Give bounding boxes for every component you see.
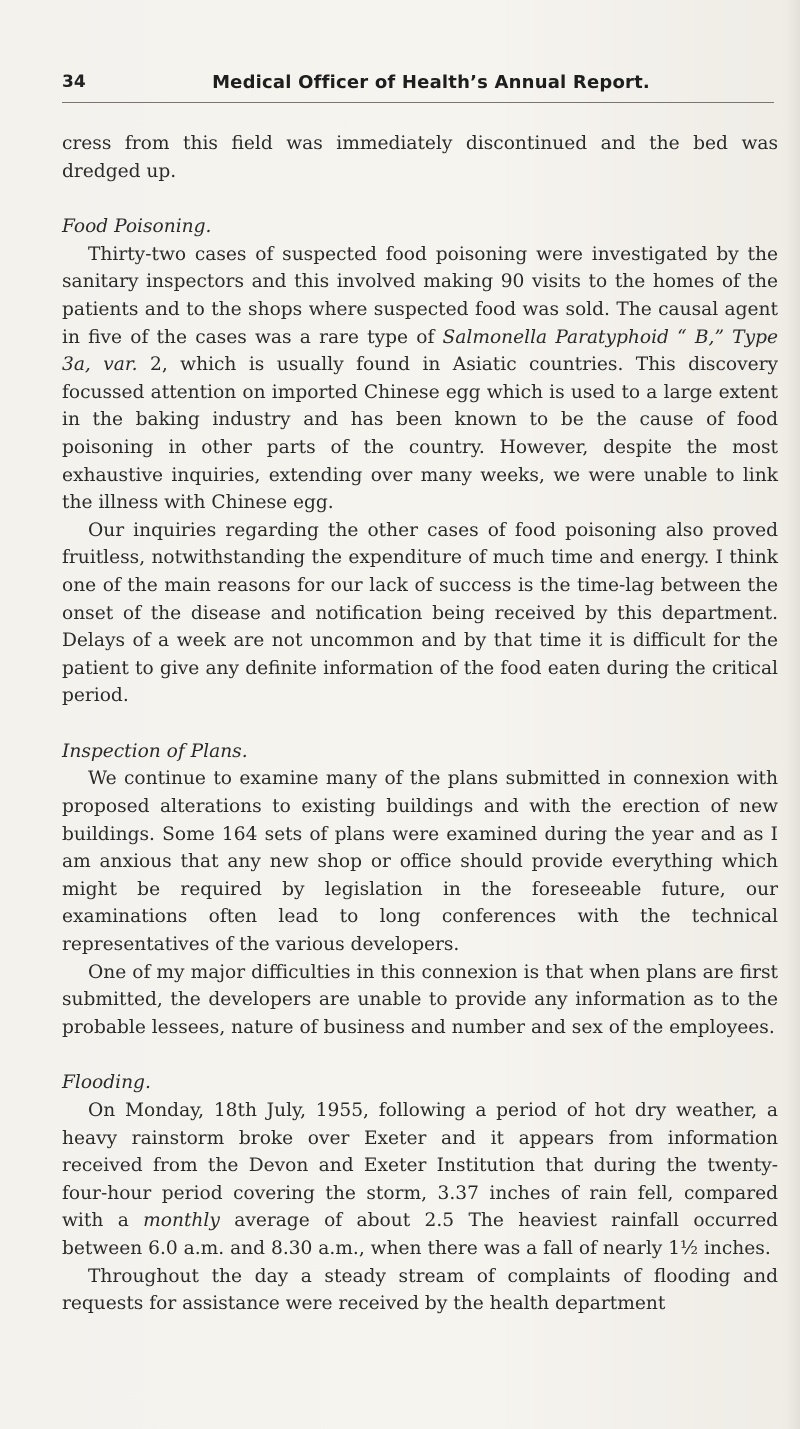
food-poisoning-p1-text-b: 2, which is usually found in Asiatic countries. This discovery focussed attention on imported Chinese egg which is used to a large extent in the baking industry and has been known to be the cause of food poisoning in other parts of the country. However, despite the most exhaustive inquiries, extending over many weeks, we were unable to link the illness with Chinese egg.	[62, 354, 778, 514]
flooding-p1-text-b: average of about 2.5 The heaviest rainfall occurred between 6.0 a.m. and 8.30 a.m., when there was a fall of nearly 1½ inches.	[62, 1210, 778, 1259]
page-number: 34	[62, 72, 86, 92]
food-poisoning-paragraph-1	[62, 241, 778, 517]
page-header	[62, 66, 774, 106]
header-rule	[62, 102, 774, 103]
food-poisoning-p1-text-a: Thirty-two cases of suspected food poisoning were investigated by the sanitary inspectors and this involved making 90 visits to the homes of the patients and to the shops where suspected food was sold. The causal agent in five of the cases was a rare type of	[62, 243, 778, 348]
salmonella-type-italic: Salmonella Paratyphoid “ B,” Type 3a, var.	[62, 326, 778, 376]
running-title: Medical Officer of Health’s Annual Report.	[212, 72, 650, 93]
section-gap	[62, 185, 778, 213]
inspection-paragraph-1: We continue to examine many of the plans submitted in connexion with proposed alterations to existing buildings and with the erection of new buildings. Some 164 sets of plans were examined during the year and as I am anxious that any new shop or office should provide everything which might be required by legislation in the foreseeable future, our examinations often lead to long conferences with the technical representatives of the various developers.	[62, 768, 778, 956]
body-text	[62, 130, 778, 1318]
inspection-paragraph-2: One of my major difficulties in this connexion is that when plans are first submitted, the developers are unable to provide any information as to the probable lessees, nature of business and number and sex of the employees.	[62, 961, 778, 1038]
monthly-italic: monthly	[143, 1210, 220, 1232]
section-gap	[62, 710, 778, 738]
heading-inspection-of-plans: Inspection of Plans.	[62, 740, 248, 762]
flooding-paragraph-1	[62, 1097, 778, 1263]
flooding-paragraph-2: Throughout the day a steady stream of complaints of flooding and requests for assistance were received by the health department	[62, 1265, 778, 1315]
section-gap	[62, 1041, 778, 1069]
flooding-p1-text-a: On Monday, 18th July, 1955, following a period of hot dry weather, a heavy rainstorm broke over Exeter and it appears from information received from the Devon and Exeter Institution that during the twenty-four-hour period covering the storm, 3.37 inches of rain fell, compared with a	[62, 1100, 778, 1232]
page-edge-shadow	[786, 0, 800, 1429]
food-poisoning-paragraph-2: Our inquiries regarding the other cases of food poisoning also proved fruitless, notwithstanding the expenditure of much time and energy. I think one of the main reasons for our lack of success is the time-lag between the onset of the disease and notification being received by this department. Delays of a week are not uncommon and by that time it is difficult for the patient to give any definite information of the food eaten during the critical period.	[62, 519, 778, 707]
heading-flooding: Flooding.	[62, 1072, 151, 1094]
heading-food-poisoning: Food Poisoning.	[62, 216, 212, 238]
opening-paragraph: cress from this field was immediately discontinued and the bed was dredged up.	[62, 133, 778, 182]
